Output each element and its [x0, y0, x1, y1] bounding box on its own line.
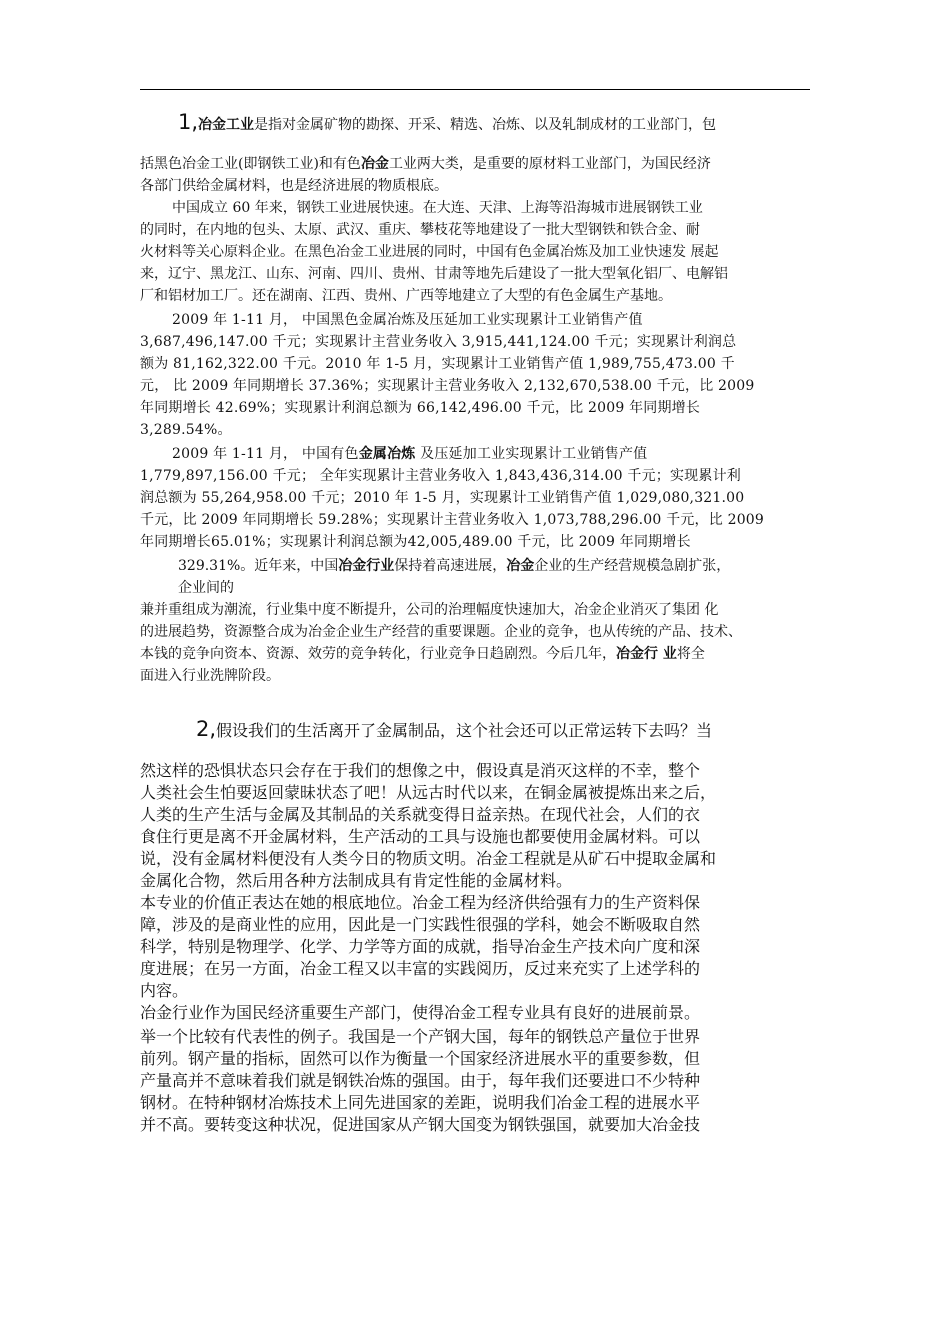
text-run: 冶金 [506, 558, 535, 574]
section1-line-3 [140, 176, 448, 196]
section2-line-4 [140, 804, 700, 826]
text-run: 前列。钢产量的指标，固然可以作为衡量一个国家经济进展水平的重要参数，但 [140, 1049, 701, 1068]
text-run: 并不高。要转变这种状况，促进国家从产钢大国变为钢铁强国，就要加大冶金技 [140, 1115, 701, 1134]
section2-line-5 [140, 826, 700, 848]
text-run: 冶金行 业 [616, 646, 677, 662]
text-run: 元， 比 2009 年同期增长 37.36%；实现累计主营业务收入 2,132,670,538.00 千元，比 2009 [140, 378, 755, 394]
section2-line-12 [140, 980, 188, 1002]
section2-line-7 [140, 870, 572, 892]
section1-line-12 [140, 376, 754, 396]
text-run: 千元，比 2009 年同期增长 59.28%；实现累计主营业务收入 1,073,788,296.00 千元，比 2009 [140, 512, 765, 528]
section2-line-18 [140, 1114, 700, 1136]
text-run: 年同期增长 42.69%；实现累计利润总额为 66,142,496.00 千元，比 2009 年同期增长 [140, 400, 701, 416]
text-run: 内容。 [140, 981, 189, 1000]
section2-line-10 [140, 936, 700, 958]
section1-line-10 [140, 332, 736, 352]
section1-line-1 [178, 112, 716, 135]
section1-line-25 [140, 666, 280, 686]
section1-line-4 [172, 198, 703, 218]
section1-line-6 [140, 242, 718, 262]
section2-line-1 [196, 718, 712, 742]
text-run: 人类的生产生活与金属及其制品的关系就变得日益亲热。在现代社会，人们的衣 [140, 805, 701, 824]
section2-line-11 [140, 958, 700, 980]
text-run: 329.31%。近年来，中国 [178, 558, 339, 574]
section2-line-14 [140, 1026, 700, 1048]
section1-line-19 [140, 532, 691, 552]
section1-line-16 [140, 466, 741, 486]
section1-line-22 [140, 600, 718, 620]
text-run: 企业的生产经营规模急剧扩张， [534, 558, 731, 574]
section1-line-17 [140, 488, 744, 508]
text-run: 度进展；在另一方面，冶金工程又以丰富的实践阅历，反过来充实了上述学科的 [140, 959, 701, 978]
text-run: 然这样的恐惧状态只会存在于我们的想像之中，假设真是消灭这样的不幸，整个 [140, 761, 701, 780]
section1-keyword: 冶金工业 [198, 117, 255, 133]
section1-line-11 [140, 354, 735, 374]
section1-line-9 [172, 310, 643, 330]
header-rule [140, 89, 810, 90]
text-run: 来，辽宁、黑龙江、山东、河南、四川、贵州、甘肃等地先后建设了一批大型氧化铝厂、电解铝 [140, 266, 728, 282]
text-run: 中国成立 60 年来，钢铁工业进展快速。在大连、天津、上海等沿海城市进展钢铁工业 [172, 200, 703, 216]
section1-line-15 [172, 444, 647, 464]
section1-line-2 [140, 154, 711, 174]
text-run: 的进展趋势，资源整合成为冶金企业生产经营的重要课题。企业的竞争，也从传统的产品、技术、 [140, 624, 742, 640]
section1-number: 1, [178, 110, 199, 134]
section1-line-13 [140, 398, 700, 418]
section1-line-23 [140, 622, 742, 642]
text-run: 额为 81,162,322.00 千元。2010 年 1-5 月，实现累计工业销售产值 1,989,755,473.00 千 [140, 356, 735, 372]
text-run: 兼并重组成为潮流，行业集中度不断提升，公司的治理幅度快速加大，冶金企业消灭了集团 化 [140, 602, 719, 618]
section2-line-8 [140, 892, 700, 914]
section1-line-18 [140, 510, 764, 530]
section2-line-17 [140, 1092, 700, 1114]
text-run: 食住行更是离不开金属材料，生产活动的工具与设施也都要使用金属材料。可以 [140, 827, 701, 846]
text-run: 2009 年 1-11 月， 中国有色 [172, 446, 359, 462]
text-run: 钢材。在特种钢材冶炼技术上同先进国家的差距，说明我们冶金工程的进展水平 [140, 1093, 701, 1112]
text-run: 人类社会生怕要返回蒙昧状态了吧！从远古时代以来，在铜金属被提炼出来之后， [140, 783, 717, 802]
text-run: 3,687,496,147.00 千元；实现累计主营业务收入 3,915,441,124.00 千元；实现累计利润总 [140, 334, 737, 350]
section2-line-3 [140, 782, 716, 804]
section1-line-20 [178, 556, 730, 576]
section2-line-13 [140, 1002, 700, 1024]
section2-number: 2, [196, 717, 217, 741]
text-run: 各部门供给金属材料，也是经济进展的物质根底。 [140, 178, 448, 194]
text-run: 是指对金属矿物的勘探、开采、精选、冶炼、以及轧制成材的工业部门，包 [254, 117, 717, 133]
section2-line-6 [140, 848, 716, 870]
text-run: 本专业的价值正表达在她的根底地位。冶金工程为经济供给强有力的生产资料保 [140, 893, 701, 912]
text-run: 工业两大类，是重要的原材料工业部门，为国民经济 [388, 156, 711, 172]
text-run: 的同时，在内地的包头、太原、武汉、重庆、攀枝花等地建设了一批大型钢铁和铁合金、耐 [140, 222, 700, 238]
text-run: 括黑色冶金工业(即钢铁工业)和有色 [140, 156, 361, 172]
section1-line-7 [140, 264, 728, 284]
text-run: 3,289.54%。 [140, 422, 232, 438]
section1-line-14 [140, 420, 232, 440]
text-run: 科学，特别是物理学、化学、力学等方面的成就，指导冶金生产技术向广度和深 [140, 937, 701, 956]
text-run: 本钱的竞争向资本、资源、效劳的竞争转化，行业竞争日趋剧烈。今后几年， [140, 646, 616, 662]
text-run: 2009 年 1-11 月， 中国黑色金属冶炼及压延加工业实现累计工业销售产值 [172, 312, 643, 328]
text-run: 润总额为 55,264,958.00 千元；2010 年 1-5 月，实现累计工业销售产值 1,029,080,321.00 [140, 490, 745, 506]
text-run: 火材料等关心原料企业。在黑色冶金工业进展的同时，中国有色金属冶炼及加工业快速发 展起 [140, 244, 719, 260]
section2-line-15 [140, 1048, 700, 1070]
text-run: 障，涉及的是商业性的应用，因此是一门实践性很强的学科，她会不断吸取自然 [140, 915, 701, 934]
text-run: 及压延加工业实现累计工业销售产值 [415, 446, 648, 462]
text-run: 保持着高速进展， [394, 558, 507, 574]
text-run: 假设我们的生活离开了金属制品，这个社会还可以正常运转下去吗？当 [216, 721, 713, 740]
text-run: 年同期增长65.01%；实现累计利润总额为42,005,489.00 千元，比 2009 年同期增长 [140, 534, 691, 550]
text-run: 金属冶炼 [358, 446, 416, 462]
text-run: 说，没有金属材料便没有人类今日的物质文明。冶金工程就是从矿石中提取金属和 [140, 849, 717, 868]
text-run: 冶金 [360, 156, 389, 172]
text-run: 将全 [676, 646, 705, 662]
text-run: 举一个比较有代表性的例子。我国是一个产钢大国，每年的钢铁总产量位于世界 [140, 1027, 701, 1046]
text-run: 冶金行业作为国民经济重要生产部门，使得冶金工程专业具有良好的进展前景。 [140, 1003, 701, 1022]
section1-line-8 [140, 286, 672, 306]
text-run: 厂和铝材加工厂。还在湖南、江西、贵州、广西等地建立了大型的有色金属生产基地。 [140, 288, 672, 304]
section2-line-9 [140, 914, 700, 936]
section1-line-5 [140, 220, 700, 240]
text-run: 产量高并不意味着我们就是钢铁冶炼的强国。由于，每年我们还要进口不少特种 [140, 1071, 701, 1090]
text-run: 金属化合物，然后用各种方法制成具有肯定性能的金属材料。 [140, 871, 573, 890]
text-run: 面进入行业洗牌阶段。 [140, 668, 280, 684]
text-run: 冶金行业 [338, 558, 395, 574]
text-run: 1,779,897,156.00 千元； 全年实现累计主营业务收入 1,843,436,314.00 千元；实现累计利 [140, 468, 741, 484]
section1-line-24 [140, 644, 705, 664]
section2-line-16 [140, 1070, 700, 1092]
section2-line-2 [140, 760, 700, 782]
text-run: 企业间的 [178, 580, 234, 596]
section1-line-21 [178, 578, 234, 598]
